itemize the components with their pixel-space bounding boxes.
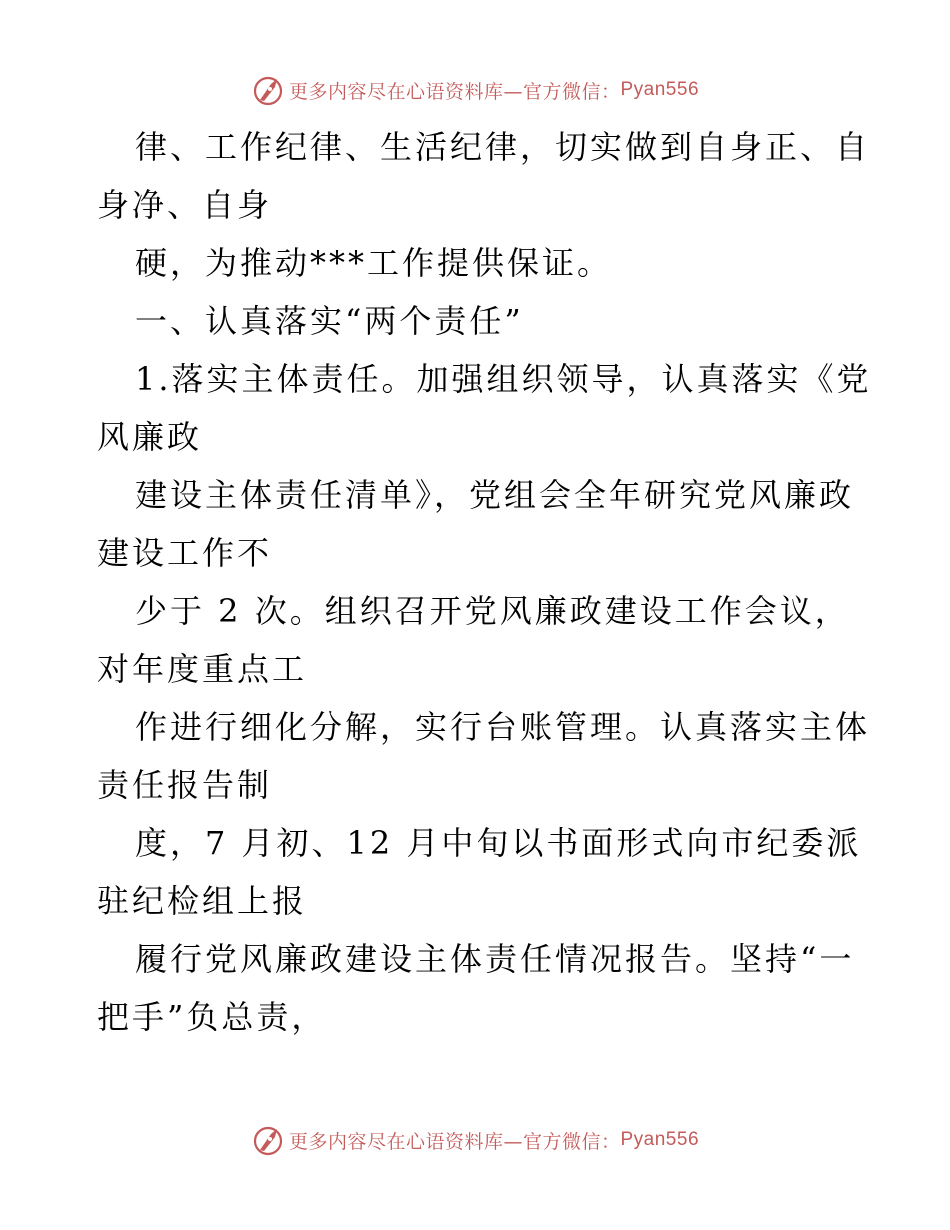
text-line: 少于 2 次。组织召开党风廉政建设工作会议， <box>135 592 850 630</box>
document-body <box>97 118 872 1046</box>
section-heading: 一、认真落实“两个责任” <box>135 302 524 340</box>
text-line: 律、工作纪律、生活纪律，切实做到自身正、自 <box>135 128 871 166</box>
text-line: 风廉政 <box>97 418 203 456</box>
footer-watermark <box>0 1120 950 1160</box>
header-watermark <box>0 70 950 110</box>
text-line: 对年度重点工 <box>97 650 308 688</box>
text-line: 身净、自身 <box>97 186 273 224</box>
text-line: 建设工作不 <box>97 534 273 572</box>
watermark-text: 更多内容尽在心语资料库—官方微信： <box>288 80 621 103</box>
text-line: 建设主体责任清单》，党组会全年研究党风廉政 <box>135 476 855 514</box>
text-line: 履行党风廉政建设主体责任情况报告。坚持“一 <box>135 940 855 978</box>
text-line: 作进行细化分解，实行台账管理。认真落实主体 <box>135 708 871 746</box>
watermark-text: 更多内容尽在心语资料库—官方微信： <box>288 1130 621 1153</box>
text-line: 责任报告制 <box>97 766 273 804</box>
pen-nib-logo-icon <box>251 1123 285 1157</box>
pen-nib-logo-icon <box>251 73 285 107</box>
text-line: 度，7 月初、12 月中旬以书面形式向市纪委派 <box>135 824 862 862</box>
text-line: 把手”负总责， <box>97 998 327 1036</box>
text-line: 1.落实主体责任。加强组织领导，认真落实《党 <box>135 360 872 398</box>
text-line: 驻纪检组上报 <box>97 882 308 920</box>
watermark-id: Pyan556 <box>620 79 700 100</box>
text-line: 硬，为推动***工作提供保证。 <box>135 244 613 282</box>
watermark-id: Pyan556 <box>620 1129 700 1150</box>
